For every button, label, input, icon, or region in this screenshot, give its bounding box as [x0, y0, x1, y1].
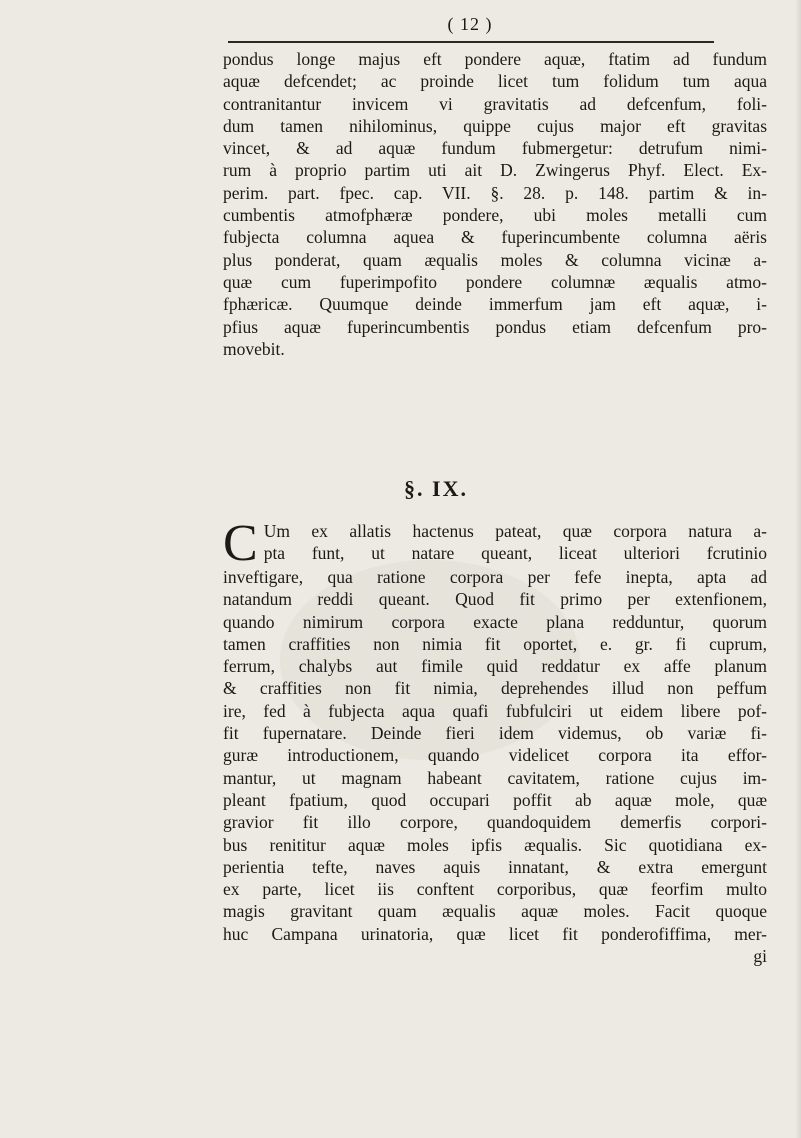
text-line: tamen craffities non nimia fit oportet, e. gr. fi cuprum, [223, 633, 767, 654]
text-line: pleant fpatium, quod occupari poffit ab aquæ mole, quæ [223, 789, 767, 810]
catchword: gi [753, 946, 767, 967]
text-line: ferrum, chalybs aut fimile quid reddatur ex affe planum [223, 656, 767, 677]
text-line: contranitantur invicem vi gravitatis ad defcenfum, foli- [223, 93, 767, 114]
text-line: pfius aquæ fuperincumbentis pondus etiam defcenfum pro- [223, 316, 767, 337]
page-edge-shadow [795, 0, 801, 1138]
text-line: huc Campana urinatoria, quæ licet fit ponderofiffima, mer- [223, 923, 767, 944]
header-rule [228, 41, 714, 43]
text-line: bus renititur aquæ moles ipfis æqualis. Sic quotidiana ex- [223, 834, 767, 855]
paragraph-2 [223, 520, 767, 967]
paragraph-1 [223, 48, 767, 360]
text-line: gravior fit illo corpore, quandoquidem demerfis corpori- [223, 812, 767, 833]
text-line: & craffities non fit nimia, deprehendes illud non peffum [223, 678, 767, 699]
page-number: ( 12 ) [447, 14, 493, 34]
text-line: ex parte, licet iis conftent corporibus, quæ feorfim multo [223, 879, 767, 900]
text-line: ire, fed à fubjecta aqua quafi fubfulciri ut eidem libere pof- [223, 700, 767, 721]
text-line: fphæricæ. Quumque deinde immerfum jam eft aquæ, i- [223, 294, 767, 315]
text-line: dum tamen nihilominus, quippe cujus major eft gravitas [223, 115, 767, 136]
text-line: natandum reddi queant. Quod fit primo per extenfionem, [223, 589, 767, 610]
text-line: pondus longe majus eft pondere aquæ, ftatim ad fundum [223, 49, 767, 69]
text-line: fit fupernatare. Deinde fieri idem videmus, ob variæ fi- [223, 723, 767, 744]
text-line: quæ cum fuperimpofito pondere columnæ æqualis atmo- [223, 271, 767, 292]
text-line: Um ex allatis hactenus pateat, quæ corpora natura a- [263, 521, 767, 541]
text-line: plus ponderat, quam æqualis moles & columna vicinæ a- [223, 249, 767, 270]
text-line: magis gravitant quam æqualis aquæ moles. Facit quoque [223, 901, 767, 922]
text-line: perim. part. fpec. cap. VII. §. 28. p. 148. partim & in- [223, 182, 767, 203]
text-line: inveftigare, qua ratione corpora per fefe inepta, apta ad [223, 567, 767, 587]
text-line: quando nimirum corpora exacte plana redduntur, quorum [223, 611, 767, 632]
text-line: movebit. [223, 338, 285, 359]
text-line: rum à proprio partim uti ait D. Zwingerus Phyf. Elect. Ex- [223, 160, 767, 181]
text-line: pta funt, ut natare queant, liceat ulteriori fcrutinio [263, 543, 767, 564]
text-line: cumbentis atmofphæræ pondere, ubi moles metalli cum [223, 205, 767, 226]
text-line: mantur, ut magnam habeant cavitatem, ratione cujus im- [223, 767, 767, 788]
text-line: vincet, & ad aquæ fundum fubmergetur: detrufum nimi- [223, 138, 767, 159]
paragraph-2-opening [223, 520, 767, 566]
text-line: fubjecta columna aquea & fuperincumbente columna aëris [223, 227, 767, 248]
section-heading: §. IX. [404, 476, 468, 501]
drop-cap: C [223, 520, 258, 566]
text-line: guræ introductionem, quando videlicet corpora ita effor- [223, 745, 767, 766]
text-line: aquæ defcendet; ac proinde licet tum folidum tum aqua [223, 71, 767, 92]
text-line: perientia tefte, naves aquis innatant, & extra emergunt [223, 856, 767, 877]
paragraph-2-body [223, 566, 767, 945]
